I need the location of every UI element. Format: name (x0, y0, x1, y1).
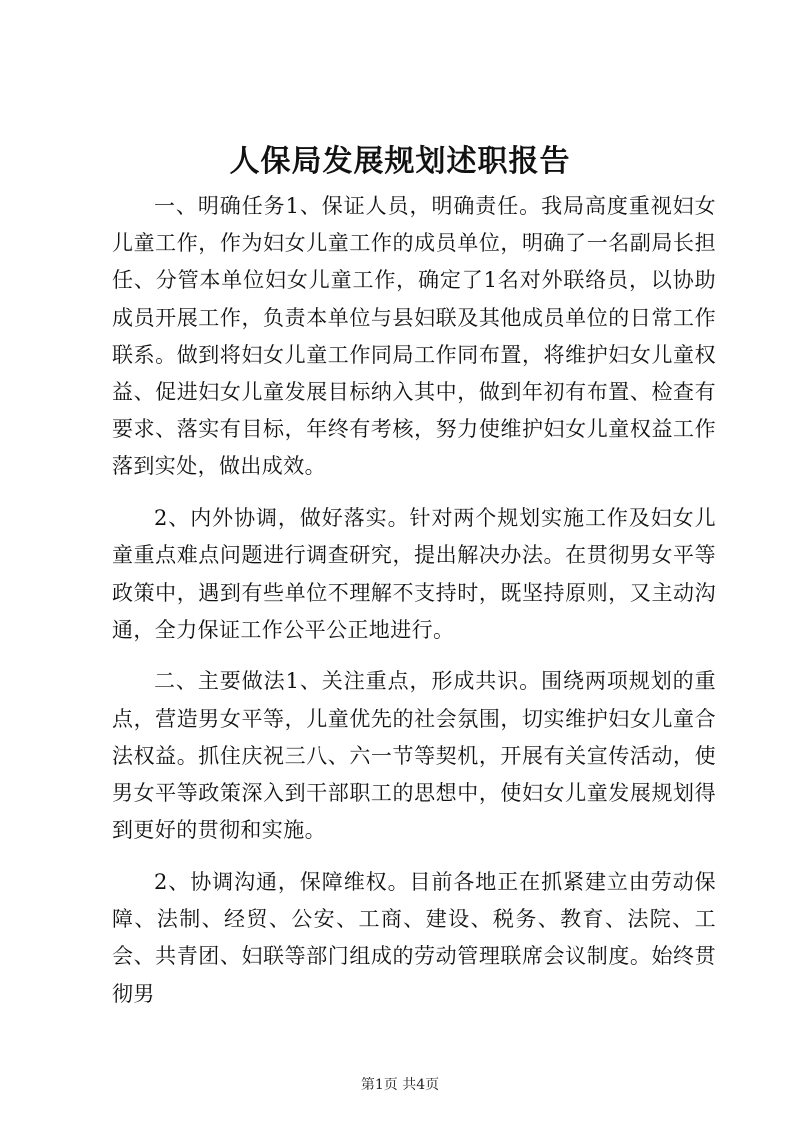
paragraph-2: 2、内外协调，做好落实。针对两个规划实施工作及妇女儿童重点难点问题进行调查研究，提出解决办法。在贯彻男女平等政策中，遇到有些单位不理解不支持时，既坚持原则，又主动沟通，全力保证工作公平公正地进行。 (112, 506, 716, 642)
paragraph-4: 2、协调沟通，保障维权。目前各地正在抓紧建立由劳动保障、法制、经贸、公安、工商、建设、税务、教育、法院、工会、共青团、妇联等部门组成的劳动管理联席会议制度。始终贯彻男 (112, 869, 716, 1006)
page-number-footer: 第1页 共4页 (360, 1077, 440, 1093)
paragraph-3: 二、主要做法1、关注重点，形成共识。围绕两项规划的重点，营造男女平等，儿童优先的社会氛围，切实维护妇女儿童合法权益。抓住庆祝三八、六一节等契机，开展有关宣传活动，使男女平等政策深入到干部职工的思想中，使妇女儿童发展规划得到更好的贯彻和实施。 (112, 669, 716, 843)
paragraph-1: 一、明确任务1、保证人员，明确责任。我局高度重视妇女儿童工作，作为妇女儿童工作的成员单位，明确了一名副局长担任、分管本单位妇女儿童工作，确定了1名对外联络员，以协助成员开展工作，负责本单位与县妇联及其他成员单位的日常工作联系。做到将妇女儿童工作同局工作同布置，将维护妇女儿童权益、促进妇女儿童发展目标纳入其中，做到年初有布置、检查有要求、落实有目标，年终有考核，努力使维护妇女儿童权益工作落到实处，做出成效。 (112, 194, 716, 479)
document-body (112, 188, 716, 1013)
page-title: 人保局发展规划述职报告 (229, 144, 571, 179)
